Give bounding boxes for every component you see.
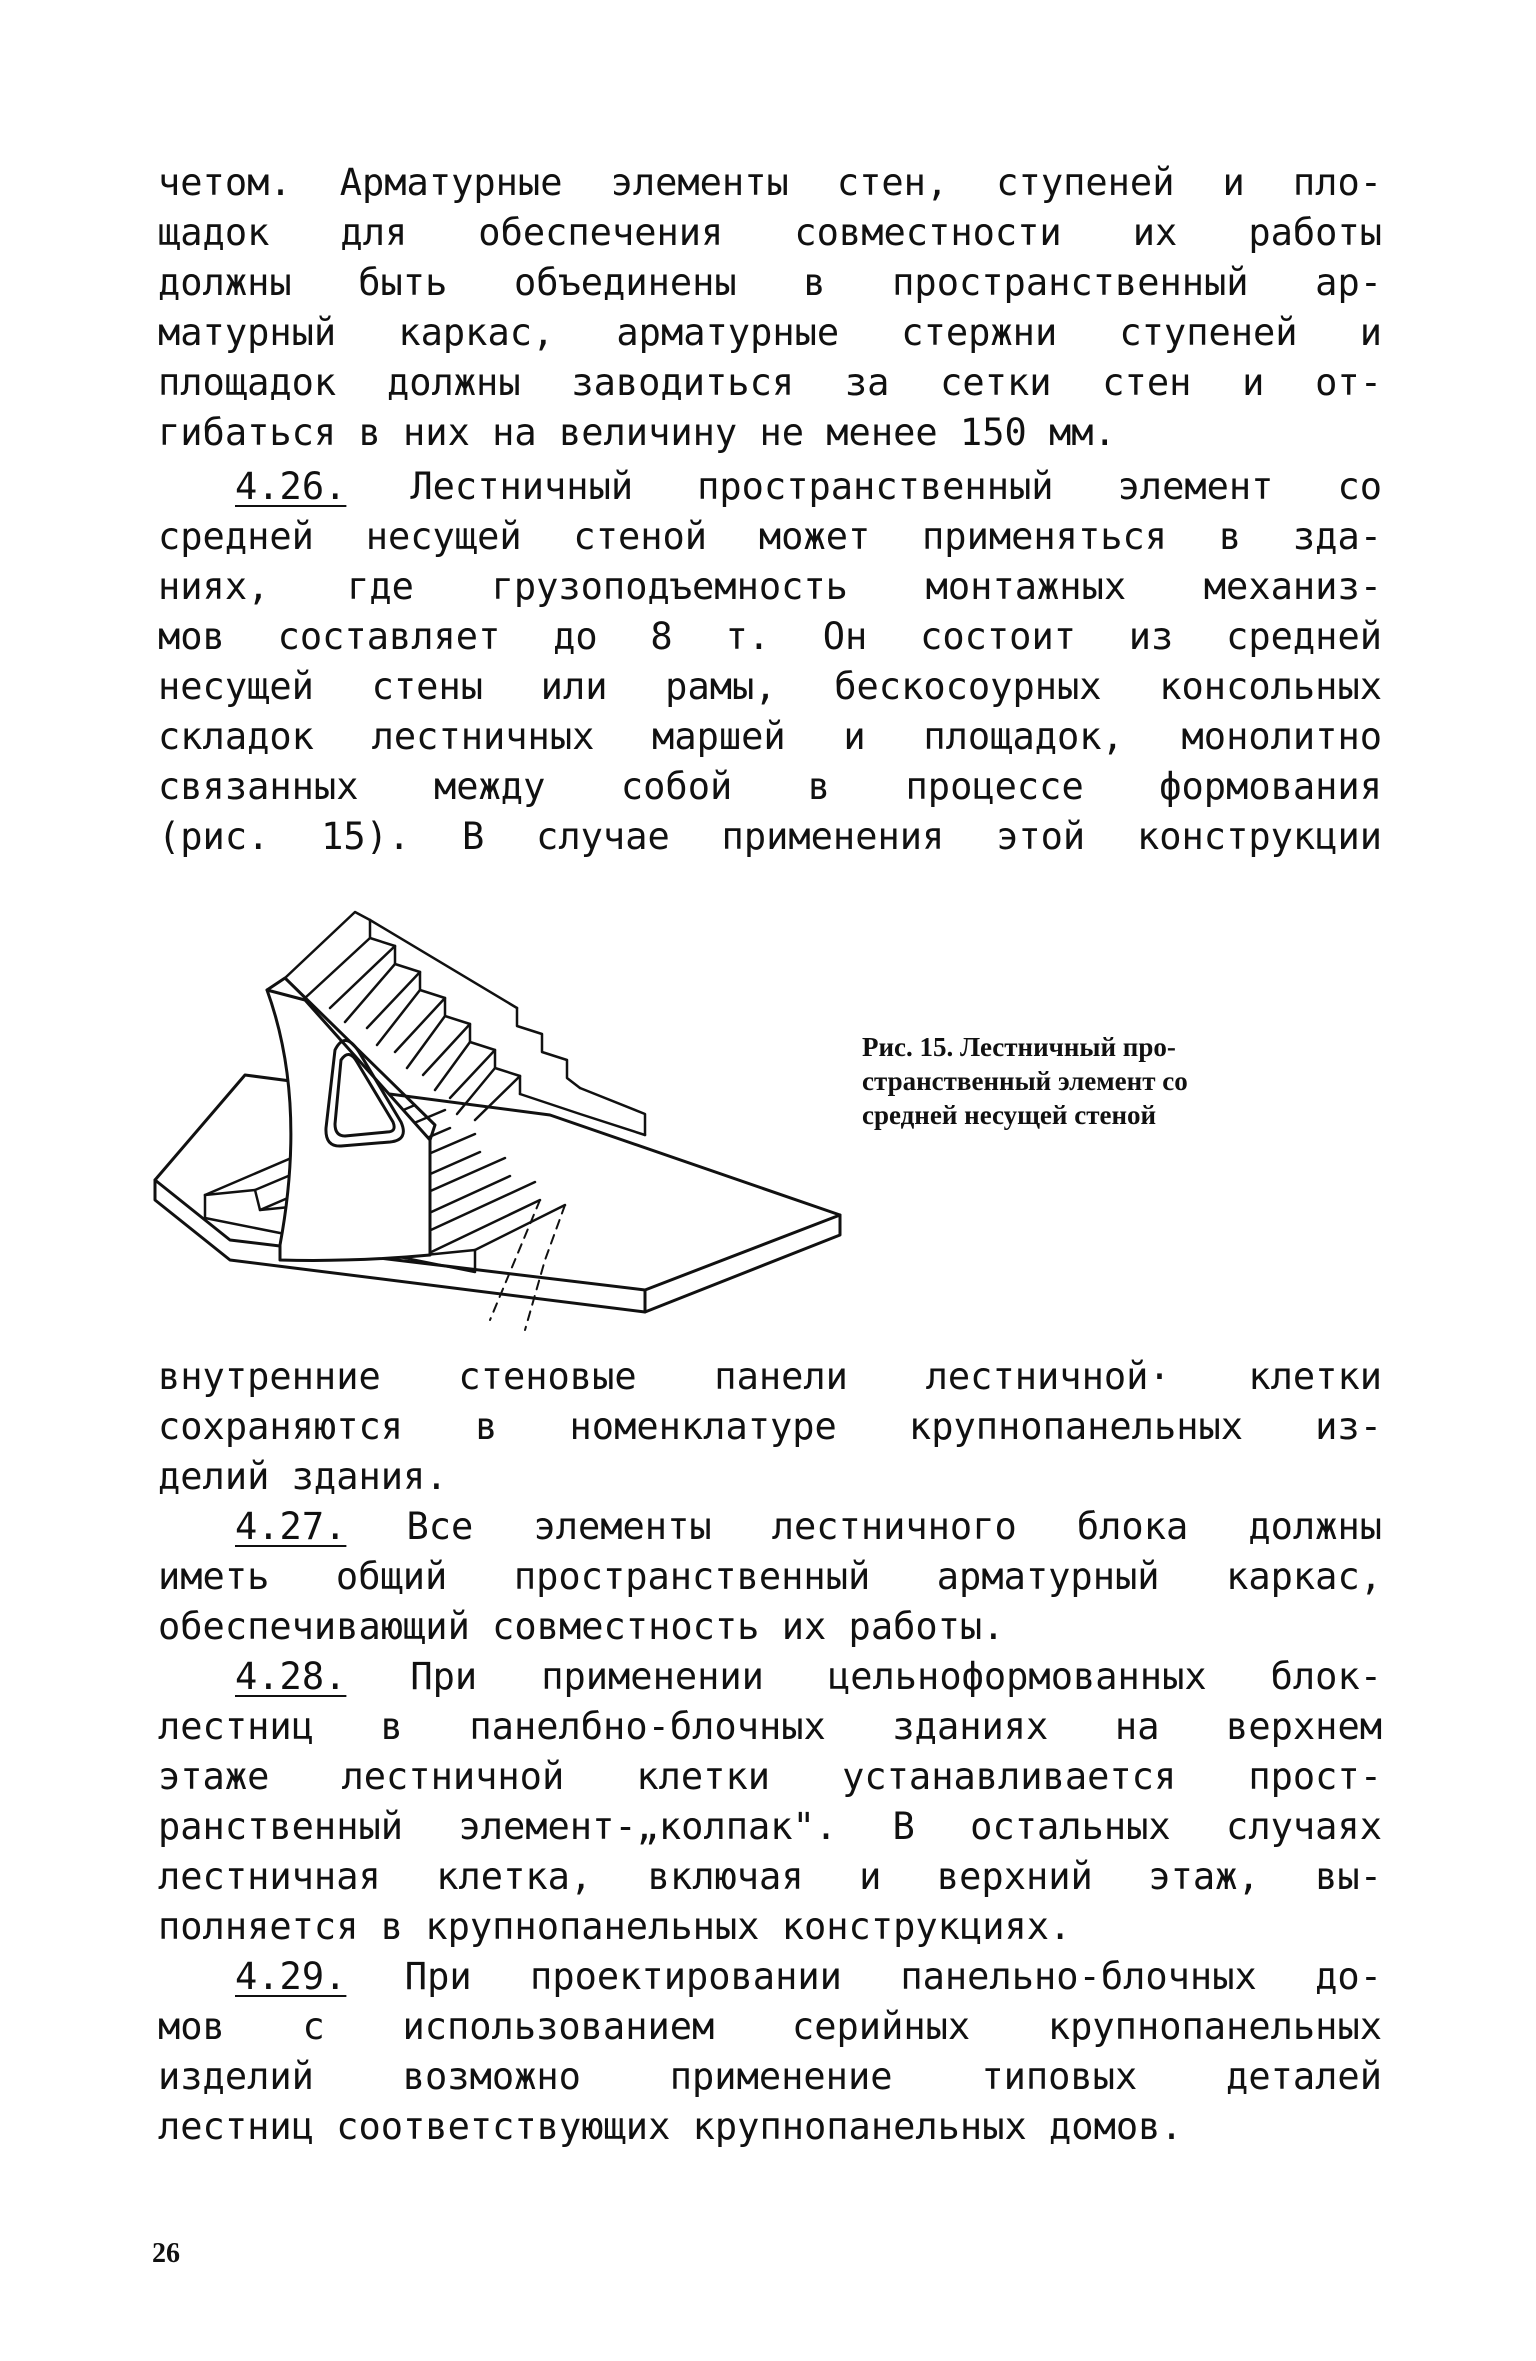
- text-line: связанных между собой в процессе формования: [158, 765, 1382, 808]
- text-line: несущей стены или рамы, бескосоурных консольных: [158, 665, 1382, 708]
- text-line: иметь общий пространственный арматурный каркас,: [158, 1555, 1382, 1598]
- text-line: этаже лестничной клетки устанавливается прост-: [158, 1755, 1382, 1798]
- paragraph-after-figure: [158, 1352, 1382, 1502]
- caption-line: Рис. 15. Лестничный про-: [862, 1032, 1176, 1062]
- text-line: площадок должны заводиться за сетки стен и от-: [158, 361, 1382, 404]
- text-fragment: Все элементы лестничного блока должны: [346, 1505, 1382, 1548]
- clause-number: 4.28.: [235, 1655, 347, 1698]
- clause-number: 4.29.: [235, 1955, 347, 1998]
- figure-caption: [862, 1030, 1342, 1132]
- clause-first-line: [158, 1952, 1382, 2002]
- bearing-wall: [267, 978, 435, 1260]
- text-line: сохраняются в номенклатуре крупнопанельных из-: [158, 1405, 1382, 1448]
- stair-element-figure: [145, 900, 855, 1340]
- paragraph-continuation: [158, 158, 1382, 458]
- caption-line: средней несущей стеной: [862, 1100, 1157, 1130]
- clause-first-line: [158, 1502, 1382, 1552]
- text-line: делий здания.: [158, 1455, 448, 1498]
- text-line: ранственный элемент-„колпак". В остальных случаях: [158, 1805, 1382, 1848]
- clause-4-26: [158, 462, 1382, 862]
- text-line: мов с использованием серийных крупнопанельных: [158, 2005, 1382, 2048]
- text-line: внутренние стеновые панели лестничной· клетки: [158, 1355, 1382, 1398]
- text-line: щадок для обеспечения совместности их работы: [158, 211, 1382, 254]
- clause-number: 4.26.: [235, 465, 347, 508]
- text-fragment: При применении цельноформованных блок-: [346, 1655, 1382, 1698]
- text-line: четом. Арматурные элементы стен, ступеней и пло-: [158, 161, 1382, 204]
- text-line: лестниц в панелбно-блочных зданиях на верхнем: [158, 1705, 1382, 1748]
- text-line: обеспечивающий совместность их работы.: [158, 1605, 1005, 1648]
- clause-first-line: [158, 1652, 1382, 1702]
- text-fragment: При проектировании панельно-блочных до-: [346, 1955, 1382, 1998]
- landing-slab: [155, 1075, 840, 1312]
- text-line: матурный каркас, арматурные стержни ступеней и: [158, 311, 1382, 354]
- text-line: гибаться в них на величину не менее 150 мм.: [158, 411, 1116, 454]
- clause-4-28: [158, 1652, 1382, 1952]
- clause-4-27: [158, 1502, 1382, 1652]
- page-number: 26: [152, 2238, 180, 2269]
- text-line: полняется в крупнопанельных конструкциях.: [158, 1905, 1072, 1948]
- text-line: лестничная клетка, включая и верхний этаж, вы-: [158, 1855, 1382, 1898]
- text-line: ниях, где грузоподъемность монтажных механиз-: [158, 565, 1382, 608]
- clause-4-29: [158, 1952, 1382, 2152]
- text-line: лестниц соответствующих крупнопанельных домов.: [158, 2105, 1183, 2148]
- text-line: складок лестничных маршей и площадок, монолитно: [158, 715, 1382, 758]
- text-line: должны быть объединены в пространственный ар-: [158, 261, 1382, 304]
- text-line: изделий возможно применение типовых деталей: [158, 2055, 1382, 2098]
- clause-first-line: [158, 462, 1382, 512]
- caption-line: странственный элемент со: [862, 1066, 1188, 1096]
- text-line: мов составляет до 8 т. Он состоит из средней: [158, 615, 1382, 658]
- text-line: средней несущей стеной может применяться в зда-: [158, 515, 1382, 558]
- text-line: (рис. 15). В случае применения этой конструкции: [158, 815, 1382, 858]
- clause-number: 4.27.: [235, 1505, 347, 1548]
- text-fragment: Лестничный пространственный элемент со: [346, 465, 1382, 508]
